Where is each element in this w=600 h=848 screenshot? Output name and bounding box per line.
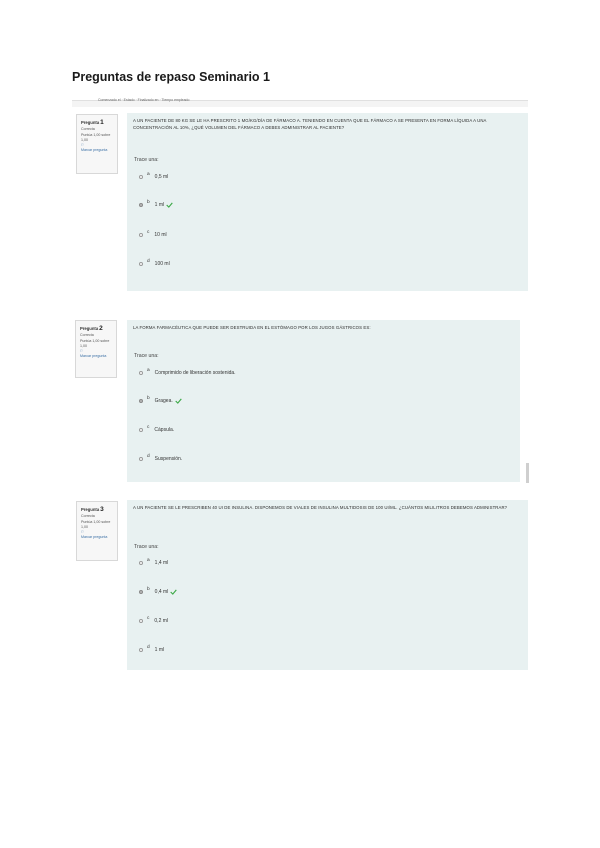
answer-prompt: Trace una:	[134, 544, 159, 550]
scrollbar[interactable]	[526, 463, 529, 483]
radio-button-selected[interactable]	[139, 399, 143, 403]
radio-button[interactable]	[139, 561, 143, 565]
radio-button[interactable]	[139, 371, 143, 375]
question-info-2	[75, 320, 117, 378]
question-text: A UN PACIENTE SE LE PRESCRIBEN 40 UI DE INSULINA. DISPONEMOS DE VIALES DE INSULINA MULTIDOSIS DE 100 UI/ML. ¿CUÁNTOS MILILITROS DEBEMOS ADMINISTRAR?	[133, 505, 508, 510]
question-info-1	[76, 114, 118, 174]
option-d[interactable]: d Suspensión.	[139, 453, 182, 465]
attempt-summary-strip	[72, 100, 528, 107]
question-info-3	[76, 501, 118, 561]
question-score: Puntúa 1,00 sobre 1,00	[81, 132, 111, 142]
question-status: Correcta	[80, 333, 94, 338]
flag-icon: ⚐	[81, 530, 85, 535]
flag-question-link[interactable]: ⚐ Marcar pregunta	[81, 530, 108, 540]
question-number: 2	[99, 325, 103, 332]
radio-button-selected[interactable]	[139, 203, 143, 207]
question-number: 3	[100, 506, 104, 513]
option-b[interactable]: b 1 ml	[139, 199, 173, 211]
option-c[interactable]: c Cápsula.	[139, 424, 174, 436]
question-status: Correcta	[81, 127, 95, 132]
attempt-summary-text: Comenzado el · Estado · Finalizado en · Tiempo empleado	[98, 98, 190, 102]
question-score: Puntúa 1,00 sobre 1,00	[81, 519, 111, 529]
option-b[interactable]: b Gragea.	[139, 395, 182, 407]
option-d[interactable]: d 1 ml	[139, 644, 164, 656]
option-d[interactable]: d 100 ml	[139, 258, 170, 270]
flag-question-link[interactable]: ⚐ Marcar pregunta	[81, 143, 108, 153]
question-box-1	[127, 113, 528, 291]
option-a[interactable]: a 0,5 ml	[139, 171, 168, 183]
radio-button[interactable]	[139, 262, 143, 266]
radio-button[interactable]	[139, 233, 143, 237]
option-c[interactable]: c 0,2 ml	[139, 615, 168, 627]
flag-icon: ⚐	[80, 349, 84, 354]
question-label: Pregunta	[81, 507, 100, 512]
flag-icon: ⚐	[81, 143, 85, 148]
correct-check-icon	[170, 589, 177, 595]
radio-button[interactable]	[139, 175, 143, 179]
question-label: Pregunta	[81, 120, 100, 125]
radio-button[interactable]	[139, 619, 143, 623]
question-score: Puntúa 1,00 sobre 1,00	[80, 338, 110, 348]
question-text: A UN PACIENTE DE 80 KG SE LE HA PRESCRITO 1 MG/KG/DÍA DE FÁRMACO A. TENIENDO EN CUENTA QUE EL FÁRMACO A SE PRESENTA EN FORMA LÍQUIDA A UNA CONCENTRACIÓN AL 10%, ¿QUÉ VOLUMEN DEL FÁRMACO A DEBES ADMINISTRAR AL PACIENTE?	[133, 118, 487, 130]
option-a[interactable]: a Comprimido de liberación sostenida.	[139, 367, 236, 379]
question-label: Pregunta	[80, 326, 99, 331]
radio-button[interactable]	[139, 428, 143, 432]
radio-button[interactable]	[139, 457, 143, 461]
radio-button-selected[interactable]	[139, 590, 143, 594]
option-b[interactable]: b 0,4 ml	[139, 586, 177, 598]
flag-question-link[interactable]: ⚐ Marcar pregunta	[80, 349, 107, 359]
correct-check-icon	[166, 202, 173, 208]
answer-prompt: Trace una:	[134, 157, 159, 163]
option-a[interactable]: a 1,4 ml	[139, 557, 168, 569]
question-box-3	[127, 500, 528, 670]
radio-button[interactable]	[139, 648, 143, 652]
correct-check-icon	[175, 398, 182, 404]
option-c[interactable]: c 10 ml	[139, 229, 167, 241]
question-text: LA FORMA FARMACÉUTICA QUE PUEDE SER DESTRUIDA EN EL ESTÓMAGO POR LOS JUGOS GÁSTRICOS ES:	[133, 325, 371, 330]
question-status: Correcta	[81, 514, 95, 519]
page-title: Preguntas de repaso Seminario 1	[72, 70, 270, 84]
answer-prompt: Trace una:	[134, 353, 159, 359]
question-number: 1	[100, 119, 104, 126]
question-box-2	[127, 320, 520, 482]
